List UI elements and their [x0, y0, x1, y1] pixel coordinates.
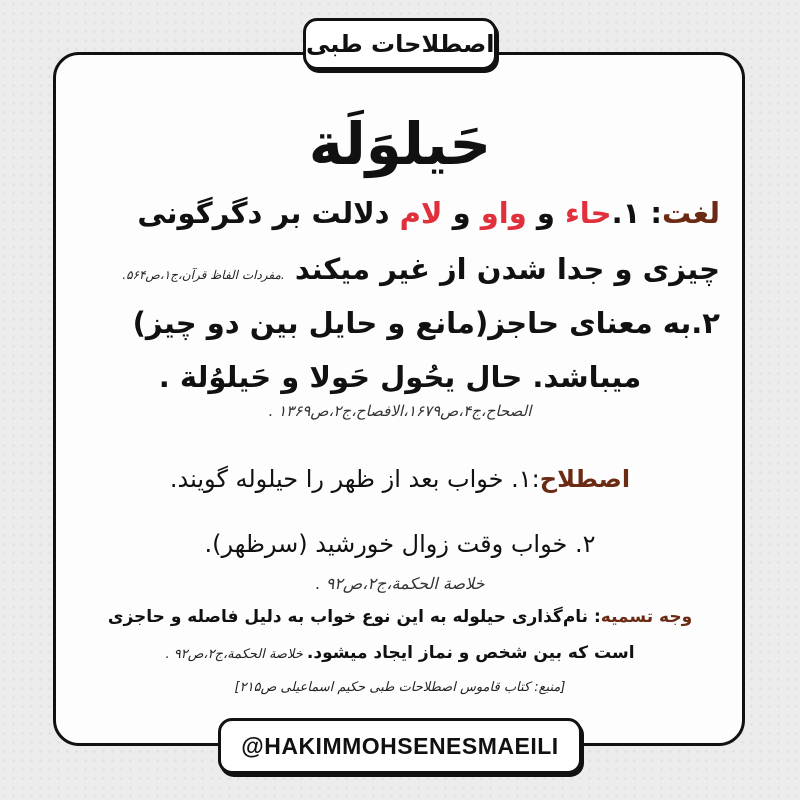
istilah-label: اصطلاح: [539, 465, 631, 493]
lughat-line-2: [80, 252, 720, 286]
istilah-def-1: :۱. خواب بعد از ظهر را حیلوله گویند.: [169, 465, 540, 493]
lughat-num: : ۱.: [611, 196, 663, 230]
lughat-line-3: ۲.به معنای حاجز(مانع و حایل بین دو چیز): [132, 306, 720, 340]
lughat-line-4: میباشد. حال یحُول حَولا و حَیلوُلة .: [158, 360, 642, 394]
lughat-label: لغت: [662, 196, 720, 230]
letter-haa: حاء: [564, 196, 612, 230]
reference-1: .مفردات الفاظ قرآن،ج۱،ص۵۶۴.: [122, 268, 285, 282]
wajh-label: وجه تسمیه: [600, 607, 693, 627]
lughat-line-1: [80, 196, 720, 230]
istilah-reference: خلاصة الحکمة،ج۲،ص۹۲ .: [315, 574, 485, 593]
letter-lam: لام: [399, 196, 443, 230]
reference-2: الصحاح،ج۴،ص۱۶۷۹،الافصاح،ج۲،ص۱۳۶۹ .: [268, 402, 532, 420]
wajh-reference: خلاصة الحکمة،ج۲،ص۹۲ .: [165, 647, 307, 662]
istilah-def-2: ۲. خواب وقت زوال خورشید (سرظهر).: [204, 530, 596, 558]
book-source: [منبع: کتاب قاموس اصطلاحات طبی حکیم اسماعیلی ص۲۱۵]: [234, 680, 566, 695]
social-handle: @HAKIMMOHSENESMAEILI: [218, 718, 582, 774]
category-tag: اصطلاحات طبی: [303, 18, 497, 70]
wajh-text-1: : نام‌گذاری حیلوله به این نوع خواب به دلیل فاصله و حاجزی: [107, 607, 601, 627]
wajh-text-2: است که بین شخص و نماز ایجاد میشود.: [306, 643, 635, 663]
wajh-line-2: [80, 643, 720, 663]
lughat-line-2-text: چیزی و جدا شدن از غیر میکند: [294, 252, 720, 286]
page-title: حَیلوَلَة: [308, 110, 492, 178]
istilah-line-1: [80, 465, 720, 493]
wajh-line-1: [80, 607, 720, 627]
letter-waw: واو: [480, 196, 527, 230]
conj-2: و: [442, 196, 481, 230]
conj-1: و: [526, 196, 565, 230]
lughat-rest: دلالت بر دگرگونی: [137, 196, 400, 230]
